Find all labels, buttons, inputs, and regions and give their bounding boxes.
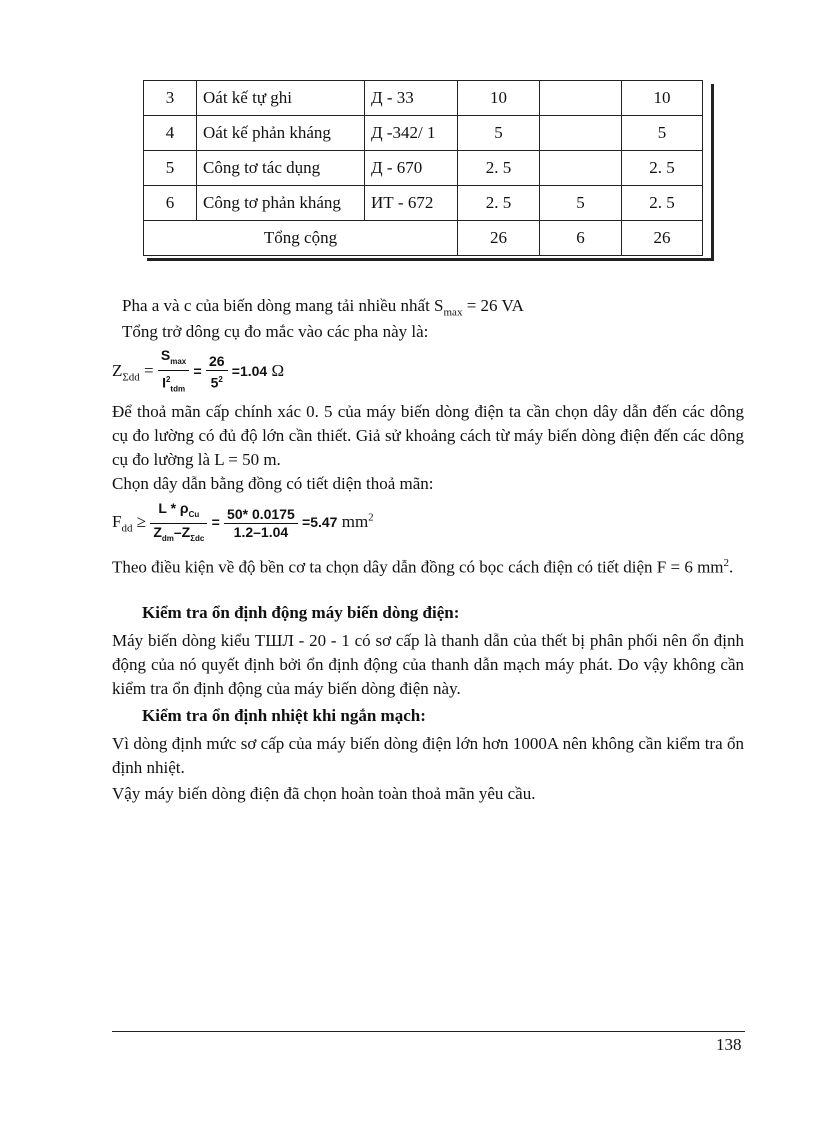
paragraph-accuracy: Để thoả mãn cấp chính xác 0. 5 của máy biến dòng điện ta cần chọn dây dẫn đến các dông cụ đo lường có đủ độ lớn cần thiết. Giả sử khoảng cách từ máy biến dòng điện đến các dông cụ đo lường là L = 50 m.	[112, 402, 744, 469]
table-row	[144, 186, 703, 221]
load-sentence: Pha a và c của biến dòng mang tải nhiều nhất $S_{max} = 26$ VA	[122, 296, 524, 319]
table-cell-a: 2. 5	[458, 151, 540, 186]
table-cell-name: Công tơ phản kháng	[197, 186, 365, 221]
table-cell-type: Д - 670	[365, 151, 458, 186]
table-shadow-right	[711, 84, 714, 260]
paragraph-thermal-stability: Vì dòng định mức sơ cấp của máy biến dòng điện lớn hơn 1000A nên không cần kiểm tra ổn định nhiệt.	[112, 734, 744, 777]
paragraph-mechanical-strength: Theo điều kiện về độ bền cơ ta chọn dây dẫn đồng có bọc cách điện có tiết diện F = 6 $mm^2$.	[112, 557, 734, 577]
table-row	[144, 151, 703, 186]
table-cell-c: 2. 5	[622, 186, 703, 221]
table-cell-c: 5	[622, 116, 703, 151]
table-cell-b: 5	[540, 186, 622, 221]
table-cell-type: ИТ - 672	[365, 186, 458, 221]
table-cell-type: Д -342/ 1	[365, 116, 458, 151]
table-shadow-bottom	[147, 258, 714, 261]
table-cell-no: 4	[144, 116, 197, 151]
table-cell-no: 5	[144, 151, 197, 186]
table-cell-b	[540, 151, 622, 186]
footer-rule	[112, 1031, 745, 1032]
table-cell-name: Công tơ tác dụng	[197, 151, 365, 186]
table-cell-no: 6	[144, 186, 197, 221]
table-cell-a: 10	[458, 81, 540, 116]
total-cell-c: 26	[622, 221, 703, 256]
table-cell-c: 2. 5	[622, 151, 703, 186]
conclusion: Vậy máy biến dòng điện đã chọn hoàn toàn thoả mãn yêu cầu.	[112, 784, 536, 803]
wire-section-formula: $F_{dd}$ ≥ $\frac{L * \rho_{Cu}}{Z_{dm}-Z_{\Sigma dc}}$ = $\frac{50* 0.0175}{1.2-1.04}$ =5.47 $mm^2$	[112, 500, 374, 547]
table-cell-type: Д - 33	[365, 81, 458, 116]
table-row	[144, 81, 703, 116]
instrument-table	[143, 80, 703, 256]
fraction-numeric: $\frac{50* 0.0175}{1.2-1.04}$	[224, 506, 298, 541]
fraction-26-over-25: $\frac{26}{5^2}$	[206, 353, 228, 392]
fraction-resistivity: $\frac{L * \rho_{Cu}}{Z_{dm}-Z_{\Sigma dc}}$	[150, 500, 207, 547]
table-cell-no: 3	[144, 81, 197, 116]
impedance-intro: Tổng trở dông cụ đo mắc vào các pha này là:	[122, 322, 429, 341]
table-cell-name: Oát kế phản kháng	[197, 116, 365, 151]
paragraph-dynamic-stability: Máy biến dòng kiểu ТШЛ - 20 - 1 có sơ cấp là thanh dẫn của thết bị phân phối nên ổn định động của nó quyết định bởi ổn định động của thanh dẫn mạch máy phát. Do vậy không cần kiểm tra ổn định động của máy biến dòng điện này.	[112, 631, 744, 698]
fraction-smax-over-i2: $\frac{S_{max}}{I^2_{tdm}}$	[158, 347, 189, 397]
table-cell-c: 10	[622, 81, 703, 116]
table-cell-a: 2. 5	[458, 186, 540, 221]
impedance-formula: $Z_{\Sigma dd}$ = $\frac{S_{max}}{I^2_{tdm}}$ = $\frac{26}{5^2}$ =1.04 Ω	[112, 347, 284, 397]
heading-dynamic-stability: Kiểm tra ổn định động máy biến dòng điện:	[142, 603, 460, 622]
total-cell-b: 6	[540, 221, 622, 256]
wire-selection-intro: Chọn dây dẫn bằng đồng có tiết diện thoả mãn:	[112, 474, 434, 493]
page-number: 138	[716, 1035, 742, 1054]
total-label: Tổng cộng	[144, 221, 458, 256]
table-row	[144, 116, 703, 151]
table-cell-a: 5	[458, 116, 540, 151]
heading-thermal-stability: Kiểm tra ổn định nhiệt khi ngắn mạch:	[142, 706, 426, 725]
table-cell-b	[540, 81, 622, 116]
table-cell-name: Oát kế tự ghi	[197, 81, 365, 116]
table-cell-b	[540, 116, 622, 151]
total-cell-a: 26	[458, 221, 540, 256]
table-body	[144, 81, 703, 256]
table-total-row	[144, 221, 703, 256]
